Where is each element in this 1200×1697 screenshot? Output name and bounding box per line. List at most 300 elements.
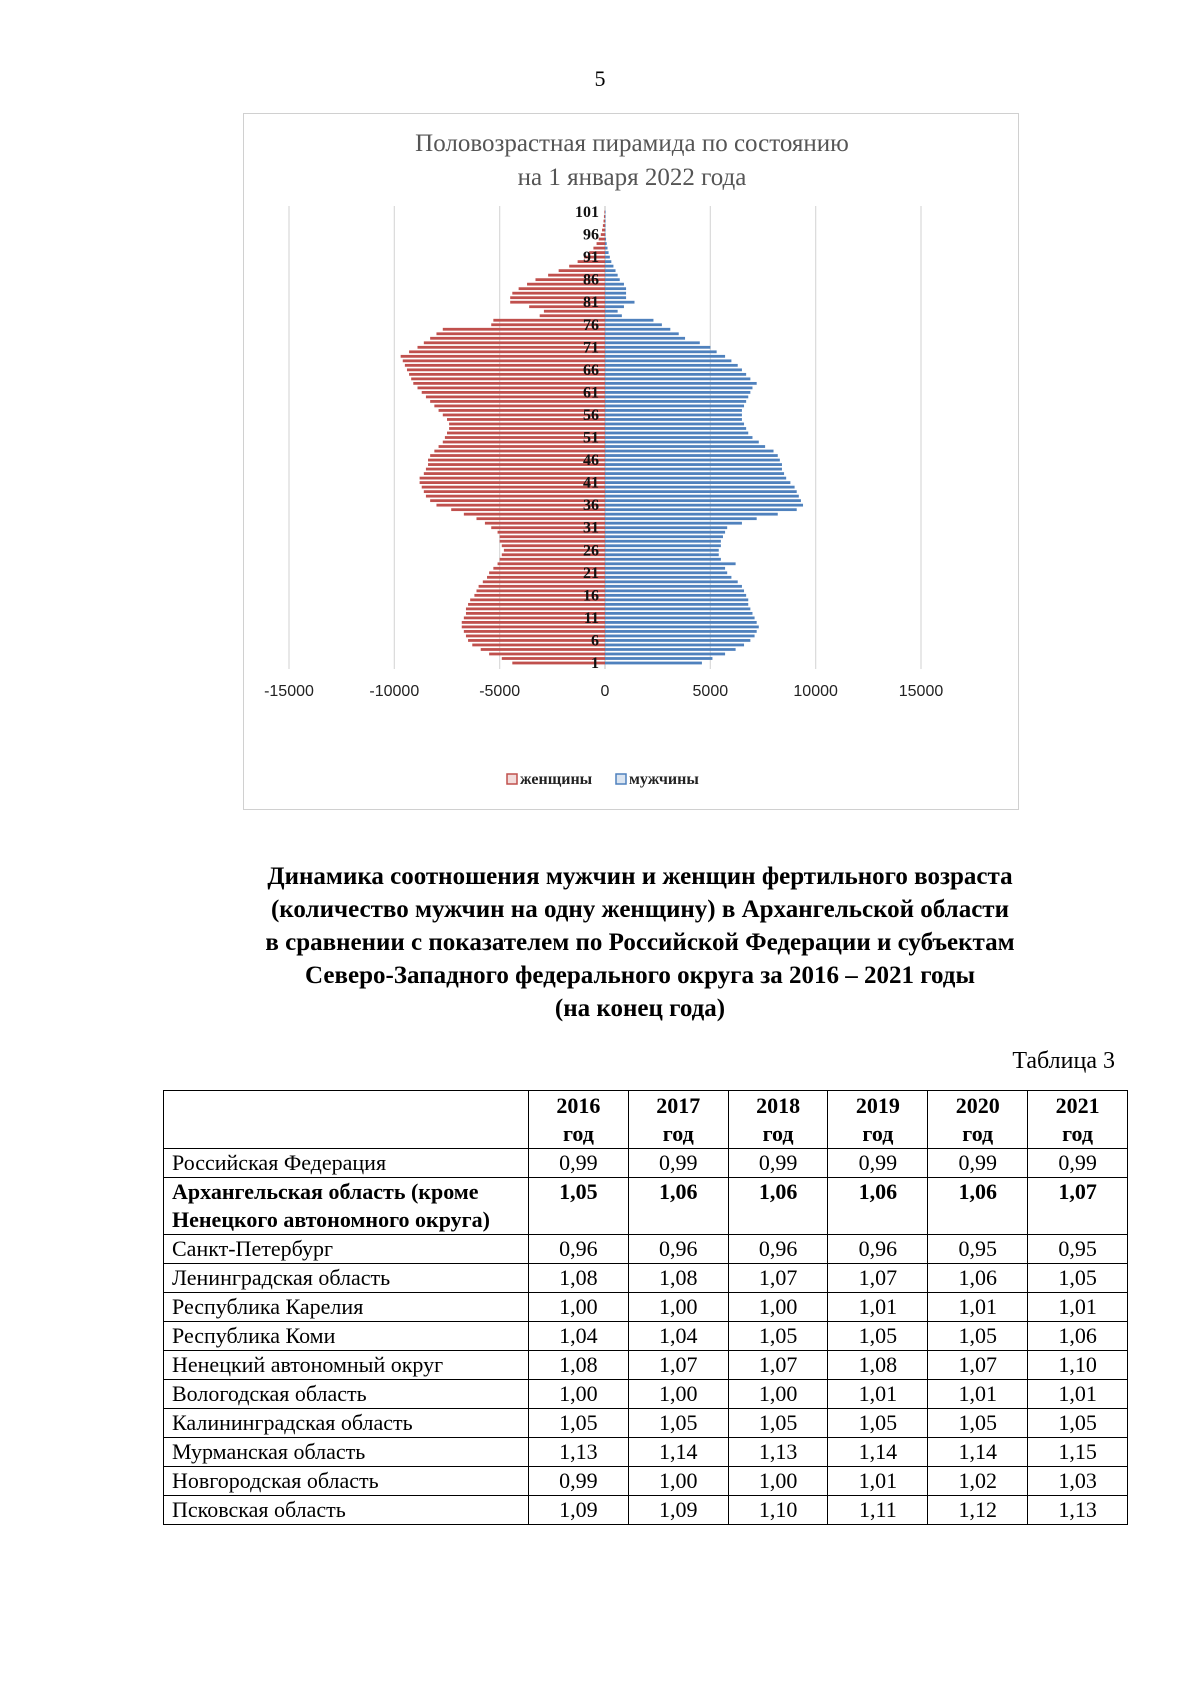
sex-ratio-table <box>163 1090 1128 1525</box>
bar-female <box>434 450 605 453</box>
bar-female <box>604 211 605 214</box>
y-tick-label: 96 <box>583 226 599 244</box>
bar-female <box>405 364 605 367</box>
bar-female <box>451 508 605 511</box>
cell-value: 0,95 <box>1028 1235 1128 1264</box>
bar-male <box>605 644 744 647</box>
bar-female <box>424 472 605 475</box>
bar-female <box>489 653 605 656</box>
bar-female <box>413 382 605 385</box>
bar-male <box>605 323 662 326</box>
bar-female <box>447 418 605 421</box>
header-2021 <box>1028 1091 1128 1149</box>
x-tick-label: -10000 <box>369 683 420 700</box>
bar-male <box>605 626 759 629</box>
cell-value: 1,00 <box>529 1380 629 1409</box>
header-2017 <box>628 1091 728 1149</box>
cell-value: 1,09 <box>628 1496 728 1525</box>
header-unit: год <box>662 1121 694 1146</box>
heading-line-5: (на конец года) <box>554 995 726 1022</box>
bar-female <box>472 644 605 647</box>
bar-female <box>449 427 605 430</box>
bar-male <box>605 639 750 642</box>
cell-value: 1,01 <box>1028 1293 1128 1322</box>
bar-female <box>424 490 605 493</box>
chart-title-line2: на 1 января 2022 года <box>517 164 747 191</box>
bar-male <box>605 612 752 615</box>
row-name: Республика Карелия <box>164 1293 529 1322</box>
legend-male-label: мужчины <box>629 771 699 788</box>
y-tick-label: 36 <box>583 497 599 515</box>
cell-value: 1,01 <box>1028 1380 1128 1409</box>
header-unit: год <box>862 1121 894 1146</box>
bar-male <box>605 314 622 317</box>
bar-male <box>605 305 624 308</box>
cell-value: 1,06 <box>728 1178 828 1235</box>
bar-male <box>605 396 748 399</box>
table-row <box>164 1351 1128 1380</box>
cell-value: 0,96 <box>728 1235 828 1264</box>
bar-male <box>605 571 727 574</box>
bar-male <box>605 341 700 344</box>
cell-value: 0,99 <box>529 1149 629 1178</box>
header-unit: год <box>762 1121 794 1146</box>
table-row <box>164 1264 1128 1293</box>
cell-value: 1,07 <box>728 1264 828 1293</box>
bar-male <box>605 495 799 498</box>
bar-female <box>449 423 605 426</box>
bar-female <box>602 229 605 232</box>
row-name: Калининградская область <box>164 1409 529 1438</box>
y-tick-label: 31 <box>583 519 599 537</box>
bar-female <box>599 238 605 241</box>
row-name: Вологодская область <box>164 1380 529 1409</box>
bar-male <box>605 468 782 471</box>
bar-male <box>605 454 778 457</box>
cell-value: 1,00 <box>628 1293 728 1322</box>
y-tick-label: 71 <box>583 339 599 357</box>
bar-male <box>605 535 723 538</box>
bars-group <box>401 211 803 665</box>
bar-female <box>468 639 605 642</box>
y-tick-label: 101 <box>575 204 599 221</box>
bar-female <box>603 224 605 227</box>
cell-value: 1,01 <box>928 1380 1028 1409</box>
cell-value: 0,96 <box>828 1235 928 1264</box>
bar-female <box>424 341 605 344</box>
table-header-row <box>164 1091 1128 1149</box>
bar-male <box>605 513 778 516</box>
bar-male <box>605 256 610 259</box>
row-name-line2: Ненецкого автономного округа) <box>172 1207 490 1232</box>
bar-male <box>605 242 607 245</box>
table-row <box>164 1293 1128 1322</box>
bar-male <box>605 441 759 444</box>
bar-male <box>605 292 626 295</box>
bar-male <box>605 269 616 272</box>
row-name: Санкт-Петербург <box>164 1235 529 1264</box>
bar-male <box>605 540 721 543</box>
bar-female <box>604 220 605 223</box>
bar-male <box>605 332 679 335</box>
y-tick-label: 61 <box>583 384 599 402</box>
bar-male <box>605 337 685 340</box>
cell-value: 1,07 <box>628 1351 728 1380</box>
bar-female <box>407 368 605 371</box>
cell-value: 1,01 <box>828 1380 928 1409</box>
bar-female <box>409 350 605 353</box>
header-year: 2020 <box>955 1093 1000 1118</box>
bar-male <box>605 630 757 633</box>
bar-female <box>447 432 605 435</box>
cell-value: 1,06 <box>628 1178 728 1235</box>
y-tick-label: 76 <box>583 316 599 334</box>
cell-value: 1,05 <box>1028 1264 1128 1293</box>
bar-male <box>605 215 606 218</box>
bar-male <box>605 436 752 439</box>
y-tick-label: 26 <box>583 542 599 560</box>
table-row <box>164 1380 1128 1409</box>
cell-value: 0,99 <box>828 1149 928 1178</box>
cell-value: 1,00 <box>728 1467 828 1496</box>
header-2016 <box>529 1091 629 1149</box>
bar-male <box>605 211 606 214</box>
table-row <box>164 1438 1128 1467</box>
cell-value: 1,04 <box>628 1322 728 1351</box>
cell-value: 1,10 <box>1028 1351 1128 1380</box>
heading-line-2: (количество мужчин на одну женщину) в Архангельской области <box>270 896 1009 923</box>
bar-female <box>409 373 605 376</box>
bar-male <box>605 567 725 570</box>
cell-value: 1,14 <box>928 1438 1028 1467</box>
heading-line-1: Динамика соотношения мужчин и женщин фертильного возраста <box>267 863 1013 890</box>
bar-female <box>601 233 605 236</box>
y-tick-label: 41 <box>583 474 599 492</box>
row-name: Мурманская область <box>164 1438 529 1467</box>
page-number: 5 <box>594 66 606 91</box>
row-name: Ленинградская область <box>164 1264 529 1293</box>
bar-male <box>605 553 719 556</box>
cell-value: 1,12 <box>928 1496 1028 1525</box>
bar-female <box>481 648 605 651</box>
bar-male <box>605 423 744 426</box>
y-tick-label: 6 <box>591 632 599 650</box>
bar-male <box>605 481 790 484</box>
cell-value: 0,99 <box>529 1467 629 1496</box>
header-2018 <box>728 1091 828 1149</box>
bar-male <box>605 635 755 638</box>
bar-male <box>605 517 757 520</box>
bar-male <box>605 364 738 367</box>
y-tick-label: 46 <box>583 452 599 470</box>
bar-male <box>605 373 746 376</box>
population-pyramid-chart <box>243 113 1019 810</box>
cell-value: 1,08 <box>628 1264 728 1293</box>
cell-value: 1,00 <box>628 1380 728 1409</box>
bar-male <box>605 603 748 606</box>
legend-female-swatch <box>507 774 517 784</box>
bar-female <box>430 400 605 403</box>
bar-female <box>428 463 605 466</box>
cell-value: 1,13 <box>529 1438 629 1467</box>
bar-female <box>430 337 605 340</box>
cell-value: 0,99 <box>728 1149 828 1178</box>
bar-male <box>605 531 725 534</box>
bar-male <box>605 386 752 389</box>
bar-male <box>605 522 742 525</box>
bar-female <box>434 405 605 408</box>
cell-value: 1,05 <box>529 1409 629 1438</box>
bar-male <box>605 260 611 263</box>
header-year: 2021 <box>1055 1093 1100 1118</box>
y-tick-label: 81 <box>583 294 599 312</box>
cell-value: 0,96 <box>529 1235 629 1264</box>
y-tick-label: 91 <box>583 249 599 267</box>
bar-female <box>443 441 605 444</box>
cell-value: 1,06 <box>828 1178 928 1235</box>
bar-male <box>605 409 742 412</box>
y-tick-label: 56 <box>583 406 599 424</box>
bar-male <box>605 477 786 480</box>
legend-male-swatch <box>616 774 626 784</box>
bar-female <box>502 657 605 660</box>
table-heading <box>150 860 1130 1025</box>
bar-female <box>418 386 605 389</box>
cell-value: 1,14 <box>628 1438 728 1467</box>
y-tick-label: 16 <box>583 587 599 605</box>
bar-male <box>605 562 736 565</box>
bar-male <box>605 653 725 656</box>
bar-female <box>426 396 605 399</box>
bar-male <box>605 598 748 601</box>
bar-female <box>443 414 605 417</box>
bar-male <box>605 274 618 277</box>
cell-value: 1,08 <box>529 1264 629 1293</box>
header-year: 2019 <box>855 1093 900 1118</box>
bar-male <box>605 350 717 353</box>
bar-male <box>605 549 719 552</box>
bar-male <box>605 662 702 665</box>
y-tick-label: 86 <box>583 271 599 289</box>
cell-value: 1,10 <box>728 1496 828 1525</box>
bar-male <box>605 229 606 232</box>
row-name <box>164 1178 529 1235</box>
bar-male <box>605 310 618 313</box>
bar-male <box>605 414 742 417</box>
bar-male <box>605 657 712 660</box>
row-name: Республика Коми <box>164 1322 529 1351</box>
cell-value: 0,96 <box>628 1235 728 1264</box>
bar-male <box>605 377 750 380</box>
x-tick-label: -15000 <box>264 683 314 700</box>
bar-female <box>422 486 605 489</box>
cell-value: 1,06 <box>928 1264 1028 1293</box>
table-label: Таблица 3 <box>1012 1048 1115 1074</box>
bar-male <box>605 508 797 511</box>
header-year: 2016 <box>556 1093 601 1118</box>
bar-male <box>605 607 750 610</box>
bar-male <box>605 585 742 588</box>
bar-male <box>605 459 780 462</box>
table-row <box>164 1322 1128 1351</box>
row-name-line1: Архангельская область (кроме <box>172 1179 479 1204</box>
cell-value: 1,00 <box>628 1467 728 1496</box>
bar-female <box>439 445 605 448</box>
bar-male <box>605 486 795 489</box>
x-tick-label: 15000 <box>898 683 944 700</box>
cell-value: 1,01 <box>928 1293 1028 1322</box>
bar-male <box>605 319 653 322</box>
legend-female-label: женщины <box>520 771 593 788</box>
bar-male <box>605 463 782 466</box>
row-name: Псковская область <box>164 1496 529 1525</box>
bar-male <box>605 445 765 448</box>
bar-female <box>436 332 605 335</box>
cell-value: 0,99 <box>928 1149 1028 1178</box>
bar-female <box>439 409 605 412</box>
bar-female <box>426 468 605 471</box>
bar-female <box>430 499 605 502</box>
bar-female <box>401 355 605 358</box>
bar-male <box>605 594 746 597</box>
cell-value: 1,08 <box>529 1351 629 1380</box>
bar-male <box>605 472 784 475</box>
cell-value: 1,11 <box>828 1496 928 1525</box>
bar-female <box>466 635 605 638</box>
y-tick-label: 21 <box>583 564 599 582</box>
cell-value: 1,08 <box>828 1351 928 1380</box>
bar-male <box>605 576 731 579</box>
bar-female <box>422 391 605 394</box>
cell-value: 1,07 <box>1028 1178 1128 1235</box>
header-2019 <box>828 1091 928 1149</box>
bar-female <box>436 504 605 507</box>
header-unit: год <box>562 1121 594 1146</box>
bar-male <box>605 355 725 358</box>
header-unit: год <box>962 1121 994 1146</box>
legend <box>507 771 699 788</box>
bar-male <box>605 589 744 592</box>
chart-title-line1: Половозрастная пирамида по состоянию <box>415 130 849 157</box>
cell-value: 1,01 <box>828 1467 928 1496</box>
row-name: Российская Федерация <box>164 1149 529 1178</box>
bar-male <box>605 490 797 493</box>
header-2020 <box>928 1091 1028 1149</box>
cell-value: 1,14 <box>828 1438 928 1467</box>
cell-value: 1,00 <box>728 1380 828 1409</box>
bar-male <box>605 283 624 286</box>
y-tick-label: 51 <box>583 429 599 447</box>
x-axis-ticks <box>264 683 943 700</box>
bar-male <box>605 359 731 362</box>
table-row <box>164 1496 1128 1525</box>
heading-line-3: в сравнении с показателем по Российской Федерации и субъектам <box>265 929 1015 956</box>
cell-value: 0,99 <box>628 1149 728 1178</box>
bar-male <box>605 617 755 620</box>
x-tick-label: 10000 <box>793 683 838 700</box>
bar-male <box>605 418 742 421</box>
bar-male <box>605 621 757 624</box>
bar-male <box>605 278 620 281</box>
bar-male <box>605 450 774 453</box>
bar-male <box>605 238 606 241</box>
cell-value: 1,00 <box>529 1293 629 1322</box>
bar-female <box>443 328 605 331</box>
cell-value: 1,05 <box>928 1322 1028 1351</box>
cell-value: 1,07 <box>928 1351 1028 1380</box>
cell-value: 1,15 <box>1028 1438 1128 1467</box>
row-name: Новгородская область <box>164 1467 529 1496</box>
bar-male <box>605 247 608 250</box>
table-row <box>164 1409 1128 1438</box>
bar-male <box>605 432 748 435</box>
cell-value: 1,05 <box>828 1322 928 1351</box>
bar-male <box>605 544 721 547</box>
bar-male <box>605 580 738 583</box>
bar-female <box>420 477 605 480</box>
cell-value: 1,03 <box>1028 1467 1128 1496</box>
bar-male <box>605 427 746 430</box>
bar-female <box>411 377 605 380</box>
table-row <box>164 1467 1128 1496</box>
bar-male <box>605 296 626 299</box>
header-unit: год <box>1062 1121 1094 1146</box>
bar-female <box>403 359 605 362</box>
cell-value: 1,05 <box>728 1322 828 1351</box>
cell-value: 0,95 <box>928 1235 1028 1264</box>
x-tick-label: 5000 <box>692 683 729 700</box>
bar-female <box>426 495 605 498</box>
bar-male <box>605 382 757 385</box>
y-tick-label: 66 <box>583 361 599 379</box>
cell-value: 1,05 <box>628 1409 728 1438</box>
bar-male <box>605 504 803 507</box>
bar-male <box>605 287 626 290</box>
table-row <box>164 1149 1128 1178</box>
cell-value: 1,06 <box>928 1178 1028 1235</box>
bar-male <box>605 405 744 408</box>
bar-female <box>464 630 605 633</box>
bar-male <box>605 224 606 227</box>
bar-male <box>605 265 613 268</box>
cell-value: 1,05 <box>728 1409 828 1438</box>
cell-value: 1,05 <box>928 1409 1028 1438</box>
x-tick-label: 0 <box>600 683 610 700</box>
bar-female <box>604 215 605 218</box>
bar-male <box>605 328 670 331</box>
bar-male <box>605 220 606 223</box>
y-tick-label: 1 <box>591 655 599 672</box>
bar-female <box>430 454 605 457</box>
bar-male <box>605 251 609 254</box>
cell-value: 1,00 <box>728 1293 828 1322</box>
header-year: 2017 <box>656 1093 701 1118</box>
cell-value: 0,99 <box>1028 1149 1128 1178</box>
cell-value: 1,09 <box>529 1496 629 1525</box>
table-row <box>164 1235 1128 1264</box>
cell-value: 1,06 <box>1028 1322 1128 1351</box>
bar-male <box>605 648 736 651</box>
bar-female <box>445 436 605 439</box>
bar-male <box>605 368 742 371</box>
cell-value: 1,04 <box>529 1322 629 1351</box>
bar-male <box>605 400 746 403</box>
cell-value: 1,13 <box>1028 1496 1128 1525</box>
bar-male <box>605 499 801 502</box>
cell-value: 1,07 <box>728 1351 828 1380</box>
row-name: Ненецкий автономный округ <box>164 1351 529 1380</box>
cell-value: 1,05 <box>529 1178 629 1235</box>
